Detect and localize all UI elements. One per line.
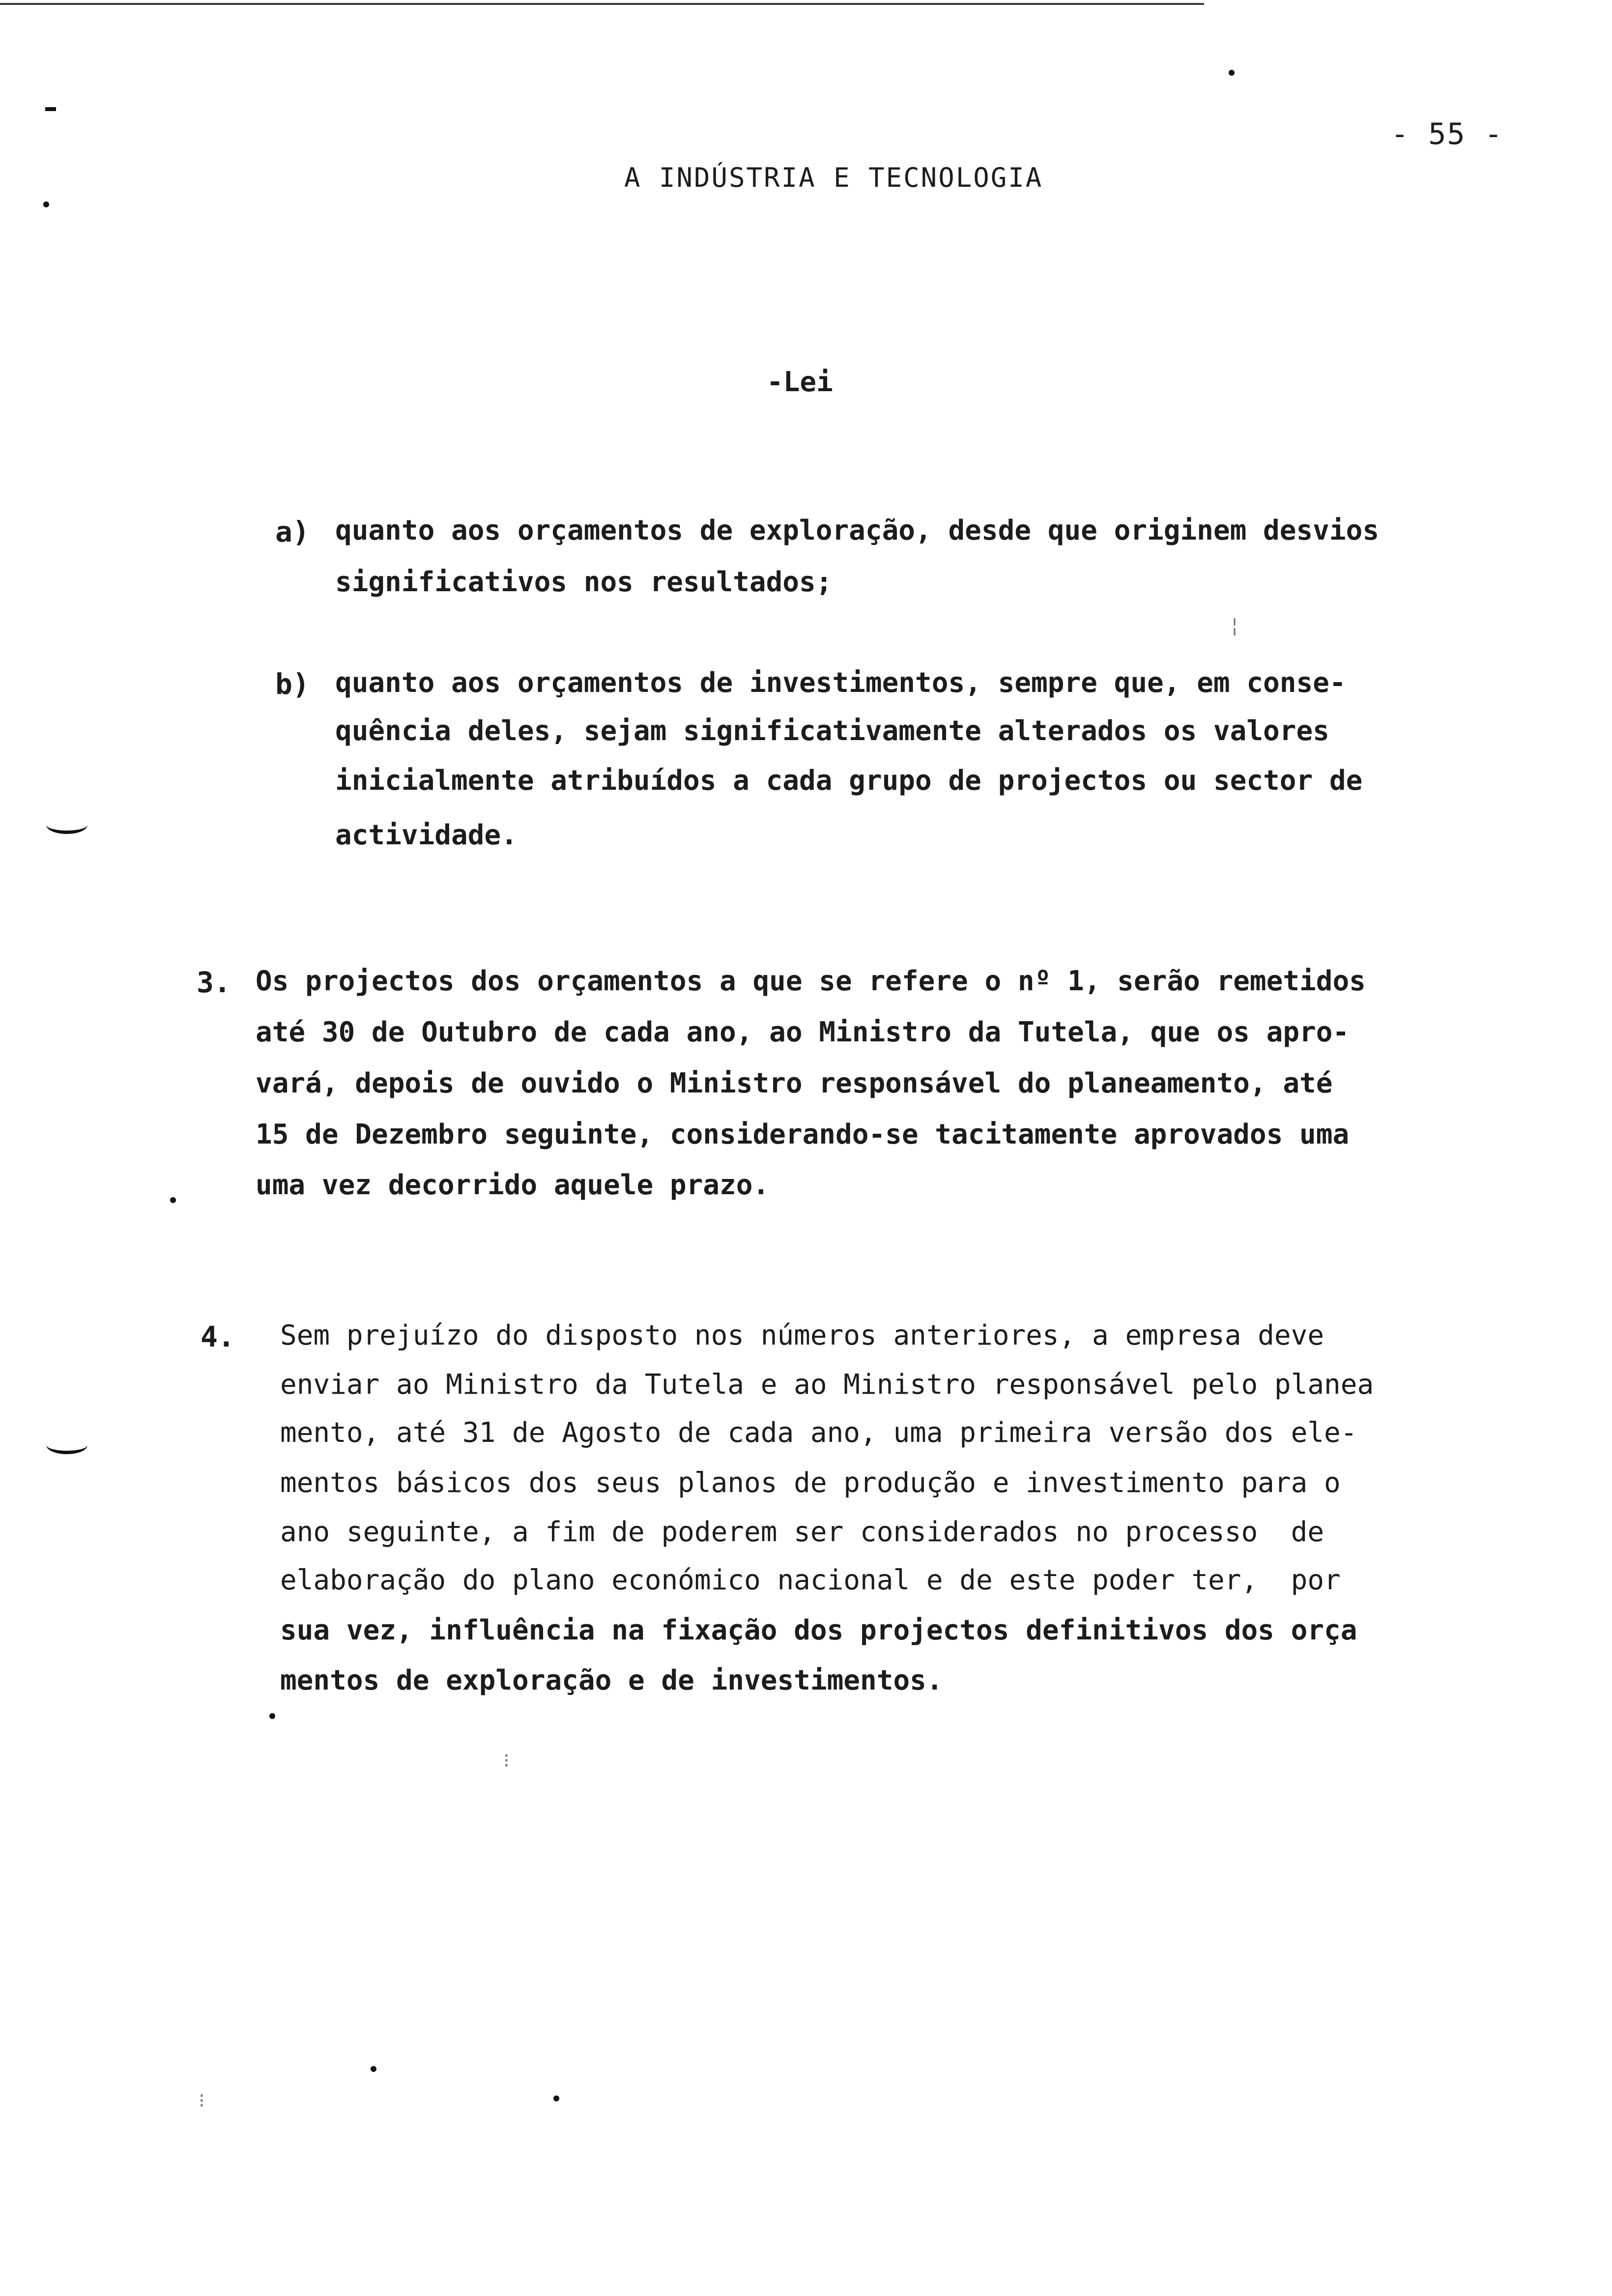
item-b-marker: b): [275, 667, 310, 701]
punch-hole-mark: [46, 816, 87, 834]
paragraph-3-line-3: vará, depois de ouvido o Ministro responsável do planeamento, até: [256, 1067, 1333, 1099]
paragraph-4-line-4: mentos básicos dos seus planos de produção e investimento para o: [280, 1467, 1341, 1499]
paragraph-3-line-4: 15 de Dezembro seguinte, considerando-se tacitamente aprovados uma: [256, 1119, 1350, 1150]
item-b-line-2: quência deles, sejam significativamente alterados os valores: [335, 715, 1329, 747]
item-b-line-4: actividade.: [335, 819, 518, 851]
paragraph-4-line-2: enviar ao Ministro da Tutela e ao Ministro responsável pelo planea: [280, 1369, 1374, 1401]
item-a-line-2: significativos nos resultados;: [335, 566, 833, 598]
item-b-line-1: quanto aos orçamentos de investimentos, sempre que, em conse-: [335, 667, 1346, 699]
margin-dot: [269, 1713, 275, 1719]
paragraph-4-marker: 4.: [201, 1320, 235, 1353]
running-title: A INDÚSTRIA E TECNOLOGIA: [624, 162, 1043, 193]
top-rule: [0, 3, 1204, 5]
punch-hole-mark: [46, 1436, 87, 1454]
speck-dot: [1229, 70, 1235, 76]
item-a-line-1: quanto aos orçamentos de exploração, desde que originem desvios: [335, 515, 1380, 546]
paragraph-4-line-3: mento, até 31 de Agosto de cada ano, uma primeira versão dos ele-: [280, 1417, 1357, 1449]
paragraph-4-line-5: ano seguinte, a fim de poderem ser considerados no processo de: [280, 1516, 1324, 1548]
speck-marks: ⁝: [199, 2090, 205, 2112]
paragraph-3-line-2: até 30 de Outubro de cada ano, ao Ministro da Tutela, que os apro-: [256, 1016, 1350, 1048]
paragraph-4-line-8: mentos de exploração e de investimentos.: [280, 1665, 943, 1696]
paragraph-4-line-1: Sem prejuízo do disposto nos números anteriores, a empresa deve: [280, 1320, 1324, 1351]
paragraph-4-line-7: sua vez, influência na fixação dos projectos definitivos dos orça: [280, 1614, 1357, 1646]
paragraph-3-marker: 3.: [197, 966, 231, 999]
speck-dot: [553, 2095, 559, 2101]
paragraph-3-line-1: Os projectos dos orçamentos a que se refere o nº 1, serão remetidos: [256, 965, 1366, 997]
margin-dot: [170, 1197, 176, 1203]
paragraph-4-line-6: elaboração do plano económico nacional e de este poder ter, por: [280, 1564, 1341, 1596]
margin-mark: [45, 107, 56, 111]
paragraph-3-line-5: uma vez decorrido aquele prazo.: [256, 1169, 770, 1201]
speck-marks: ¦: [1229, 614, 1241, 637]
item-b-line-3: inicialmente atribuídos a cada grupo de projectos ou sector de: [335, 765, 1363, 797]
page-number: - 55 -: [1391, 117, 1503, 151]
speck-dot: [371, 2066, 376, 2072]
section-heading: -Lei: [767, 366, 833, 398]
margin-dot: [43, 201, 49, 207]
speck-marks: ⁝: [503, 1750, 510, 1772]
item-a-marker: a): [275, 515, 310, 548]
